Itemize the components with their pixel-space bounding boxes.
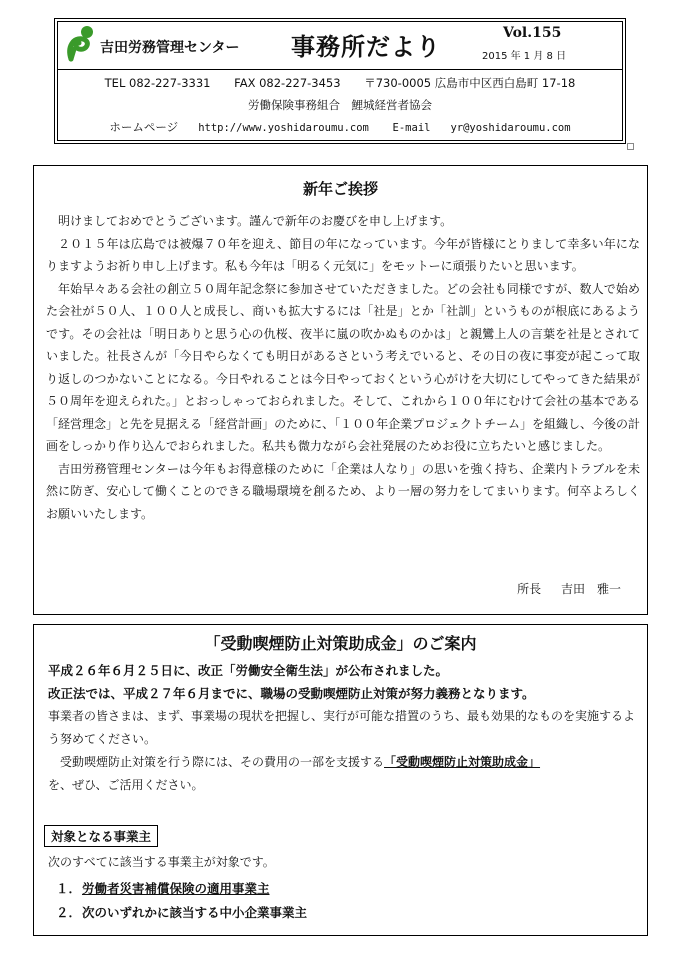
support-text-end: を、ぜひ、ご活用ください。 [48,778,204,792]
subsidy-body [48,659,638,797]
homepage-label: ホームページ [109,120,179,134]
newsletter-title: 事務所だより [291,33,441,61]
subsidy-title: 「受動喫煙防止対策助成金」のご案内 [204,634,477,653]
contact-line [55,75,625,91]
subsidy-name-link[interactable]: 「受動喫煙防止対策助成金」 [384,755,541,769]
header-divider [58,69,622,70]
support-text: 受動喫煙防止対策を行う際には、その費用の一部を支援する [60,755,385,769]
subsidy-guide-section [33,624,648,936]
new-year-greeting-section [33,165,648,615]
volume-number: Vol.155 [503,25,562,41]
greeting-paragraph: 吉田労務管理センターは今年もお得意様のために「企業は人なり」の思いを強く持ち、企業内トラブルを未然に防ぎ、安心して働くことのできる職場環境を創るため、より一層の努力をしてまいります。何卒よろしくお願いいたします。 [46,461,640,521]
list-item [56,901,307,925]
list-text: 労働者災害補償保険の適用事業主 [82,881,270,896]
org-name: 吉田労務管理センター [100,40,240,56]
newsletter-header [54,18,626,144]
subsidy-line-law: 平成２６年６月２５日に、改正「労働安全衛生法」が公布されました。 [48,663,449,678]
list-number: ２． [56,905,82,920]
list-text: 次のいずれかに該当する中小企業事業主 [82,905,308,920]
logo-icon [65,25,97,65]
subsidy-line-obligation: 改正法では、平成２７年６月までに、職場の受動喫煙防止対策が努力義務となります。 [48,686,535,701]
greeting-title: 新年ご挨拶 [302,180,378,198]
target-heading: 対象となる事業主 [44,825,158,847]
email-link[interactable]: yr@yoshidaroumu.com [450,122,571,134]
tel[interactable]: TEL 082-227-3331 [104,76,211,90]
target-intro: 次のすべてに該当する事業主が対象です。 [48,855,275,869]
target-list [56,877,307,925]
signature [501,580,621,597]
signature-name: 吉田 雅一 [560,582,621,596]
homepage-link[interactable]: http://www.yoshidaroumu.com [198,122,369,134]
fax: FAX 082-227-3453 [234,76,341,90]
list-item [56,877,307,901]
greeting-paragraph: 年始早々ある会社の創立５０周年記念祭に参加させていただきました。どの会社も同様ですが、数人で始めた会社が５０人、１００人と成長し、商いも拡大するには「社是」とか「社訓」というものが根底にあるようです。その会社は「明日ありと思う心の仇桜、夜半に嵐の吹かぬものかは」と親鸞上人の言葉を社是とされていました。社長さんが「今日やらなくても明日があるさという考えでいると、その日の夜に事変が起こって取り返しのつかないことになる。今日やれることは今日やっておくという心がけを大切にしてやってきた結果が５０周年を迎えられた。」とおっしゃっておられました。そして、これから１００年にむけて会社の基本である「経営理念」と先を見据える「経営計画」のために、「１００年企業プロジェクトチーム」を組織し、今後の計画をしっかり作り込んでおられました。私共も微力ながら会社発展のためお役に立ちたいと感じました。 [46,281,640,453]
email-label: E-mail [392,122,431,134]
web-line [55,119,625,135]
greeting-paragraph: ２０１５年は広島では被爆７０年を迎え、節目の年になっています。今年が皆様にとりまして幸多い年になりますようお祈り申し上げます。私も今年は「明るく元気に」をモットーに頑張りたいと思います。 [46,236,640,273]
greeting-body [46,210,640,525]
subsidy-line-request: 事業者の皆さまは、まず、事業場の現状を把握し、実行が可能な措置のうち、最も効果的なものを実施するよう努めてください。 [48,709,636,746]
address: 〒730-0005 広島市中区西白島町 17-18 [364,76,576,90]
resize-handle [627,143,634,150]
signature-role: 所長 [517,582,542,596]
greeting-paragraph: 明けましておめでとうございます。謹んで新年のお慶びを申し上げます。 [58,214,453,228]
list-number: １． [56,881,82,896]
subsidy-line-support [48,751,638,797]
issue-date: 2015 年 1 月 8 日 [482,51,567,62]
associations: 労働保険事務組合 鯉城経営者協会 [248,98,432,112]
